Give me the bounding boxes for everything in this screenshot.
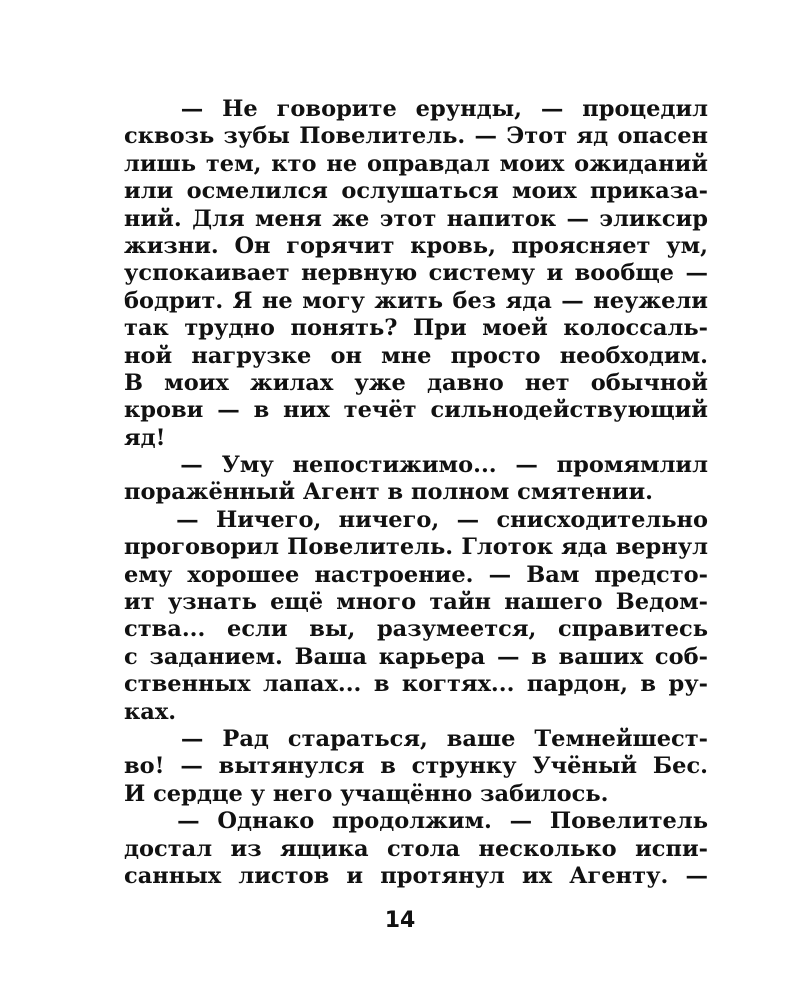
text-line: с заданием. Ваша карьера — в ваших соб-: [124, 643, 708, 670]
text-line: — Рад стараться, ваше Темнейшест-: [124, 725, 708, 752]
text-line: жизни. Он горячит кровь, проясняет ум,: [124, 232, 708, 259]
text-line: успокаивает нервную систему и вообще —: [124, 260, 708, 287]
text-line: бодрит. Я не могу жить без яда — неужели: [124, 287, 708, 314]
text-line: лишь тем, кто не оправдал моих ожиданий: [124, 150, 708, 177]
text-line: И сердце у него учащённо забилось.: [124, 780, 609, 807]
text-line: сквозь зубы Повелитель. — Этот яд опасен: [124, 123, 708, 150]
text-line: ках.: [124, 698, 177, 725]
text-line: достал из ящика стола несколько испи-: [124, 835, 708, 862]
text-line: — Ничего, ничего, — снисходительно: [124, 506, 708, 533]
text-line: поражённый Агент в полном смятении.: [124, 479, 653, 506]
text-line: проговорил Повелитель. Глоток яда вернул: [124, 534, 708, 561]
text-line: крови — в них течёт сильнодействующий: [124, 397, 708, 424]
text-line: ему хорошее настроение. — Вам предсто-: [124, 561, 708, 588]
text-line: ства... если вы, разумеется, справитесь: [124, 616, 708, 643]
text-line: во! — вытянулся в струнку Учёный Бес.: [124, 753, 708, 780]
text-line: В моих жилах уже давно нет обычной: [124, 369, 708, 396]
text-line: — Не говорите ерунды, — процедил: [124, 96, 708, 122]
text-line: ит узнать ещё много тайн нашего Ведом-: [124, 589, 708, 616]
text-line: ной нагрузке он мне просто необходим.: [124, 342, 708, 369]
text-line: — Однако продолжим. — Повелитель: [124, 808, 708, 835]
page-number: 14: [384, 908, 416, 933]
text-line: — Уму непостижимо... — промямлил: [124, 452, 708, 479]
text-line: или осмелился ослушаться моих приказа-: [124, 178, 708, 205]
text-line: яд!: [124, 424, 166, 451]
text-line: ний. Для меня же этот напиток — эликсир: [124, 205, 708, 232]
body-text: [124, 96, 708, 890]
text-line: так трудно понять? При моей колоссаль-: [124, 315, 708, 342]
text-line: санных листов и протянул их Агенту. —: [124, 862, 708, 889]
text-line: ственных лапах... в когтях... пардон, в ру-: [124, 671, 708, 698]
